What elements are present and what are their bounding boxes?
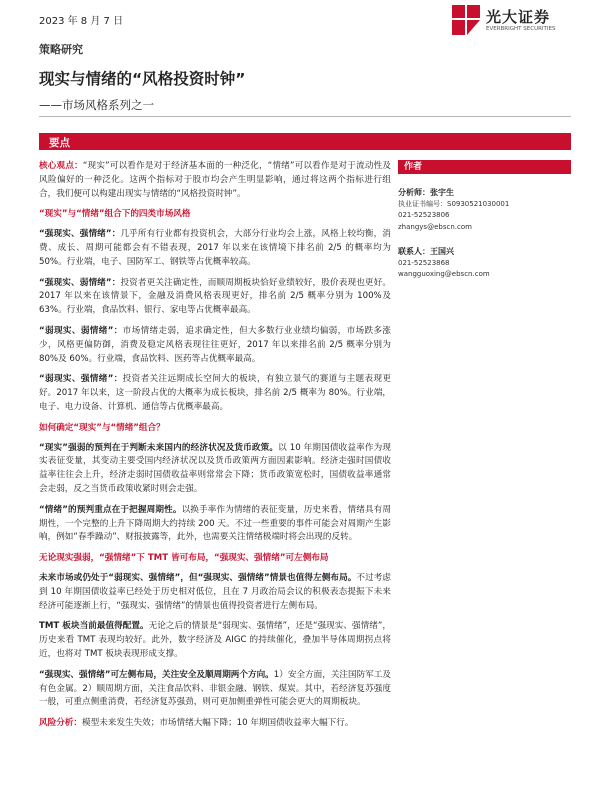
risk-paragraph [39, 717, 391, 731]
contact-name-line [398, 246, 571, 258]
report-subtitle: ——市场风格系列之一 [39, 98, 154, 112]
contact-email[interactable]: wangguoxing@ebscn.com [398, 270, 490, 278]
company-logo [452, 5, 570, 39]
quadrant-label: “强现实、强情绪”： [39, 229, 121, 240]
paragraph-lead: “强现实、强情绪”可左侧布局，关注安全及顺周期两个方向。 [39, 669, 274, 680]
risk-label: 风险分析： [39, 718, 82, 729]
quadrant-paragraph [39, 277, 391, 318]
logo-mark-icon [452, 5, 480, 35]
quadrant-text: 市场情绪走弱，追求确定性，但大多数行业业绩均偏弱，市场跌多涨少，风格更偏防御，消费及稳定风格表现往往更好，2017 年以来排名前 2/5 概率分别为 80%及 60%。行业端，食品饮料、医药等占优概率最高。 [39, 325, 391, 364]
analyst-name: 张宇生 [430, 188, 454, 197]
main-content [39, 160, 391, 738]
body-paragraph [39, 442, 391, 497]
paragraph-lead: “情绪”的预判重点在于把握周期性。 [39, 504, 182, 515]
body-paragraph [39, 572, 391, 613]
paragraph-text: 无论之后的情景是“弱现实、强情绪”，还是“强现实、强情绪”，历史来看 TMT 表现均较好。此外，数字经济及 AIGC 的持续催化，叠加半导体周期拐点将近，也将对 TMT 板块表现形成支撑。 [39, 621, 391, 659]
paragraph-lead: “现实”强弱的预判在于判断未来国内的经济状况及货币政策。 [39, 442, 279, 453]
body-paragraph [39, 620, 391, 661]
analyst-label: 分析师： [398, 188, 430, 197]
quadrant-label: “弱现实、弱情绪”： [39, 325, 123, 336]
paragraph-lead: TMT 板块当前最值得配置。 [39, 621, 149, 632]
analyst-name-line [398, 187, 571, 199]
logo-cn-text: 光大证券 [486, 8, 551, 26]
core-view-text: “现实”可以看作是对于经济基本面的一种泛化，“情绪”可以看作是对于流动性及风险偏好的一种泛化。这两个指标对于股市均会产生明显影响，通过将这两个指标进行组合，我们便可以构建出现实与情绪的“风格投资时钟”。 [39, 161, 391, 199]
core-view-paragraph [39, 160, 391, 201]
contact-phone: 021-52523868 [398, 258, 450, 267]
paragraph-text: 不过考虑到 10 年期国债收益率已经处于历史相对低位，且在 7 月政治局会议的积极表态提振下未来经济可能逐渐上行，“强现实、强情绪”的情景也值得投资者进行左侧布局。 [39, 572, 391, 611]
body-paragraph [39, 669, 391, 710]
quadrant-paragraph [39, 373, 391, 414]
section-heading-styles: “现实”与“情绪”组合下的四类市场风格 [39, 209, 191, 220]
core-view-label: 核心观点： [39, 161, 83, 171]
risk-text: 模型未来发生失效；市场情绪大幅下降；10 年期国债收益率大幅下行。 [81, 718, 354, 729]
analyst-phone: 021-52523806 [398, 211, 450, 219]
section-heading-determine: 如何确定“现实”与“情绪”组合？ [39, 422, 165, 433]
summary-bar-label: 要点 [49, 137, 70, 149]
contact-label: 联系人： [398, 247, 430, 256]
body-paragraph [39, 504, 391, 545]
quadrant-text: 投资者关注远期成长空间大的板块，有独立景气的赛道与主题表现更好。2017 年以来，这一阶段占优的大概率为成长板块，排名前 2/5 概率为 80%。行业端，电子、电力设备、计算机、通信等占优概率最高。 [39, 374, 391, 412]
quadrant-paragraph [39, 325, 391, 366]
paragraph-text: 以换手率作为情绪的表征变量，历史来看，情绪具有周期性，一个完整的上升下降周期大约持续 200 天。不过一些重要的事件可能会对周期产生影响，例如“春季躁动”、财报披露等，此外，也需要关注情绪极端时将会出现的反转。 [39, 504, 391, 543]
section-heading-tmt: 无论现实强弱，“强情绪”下 TMT 皆可布局，“强现实、强情绪”可左侧布局 [39, 553, 329, 564]
analyst-email[interactable]: zhangys@ebscn.com [398, 222, 472, 231]
quadrant-paragraph [39, 228, 391, 269]
author-sidebar [398, 160, 571, 281]
paragraph-lead: 未来市场或仍处于“弱现实、强情绪”，但“强现实、强情绪”情景也值得左侧布局。 [39, 572, 357, 583]
logo-en-text: EVERBRIGHT SECURITIES [486, 26, 556, 32]
analyst-license: 执业证书编号：S0930521030001 [398, 199, 510, 208]
report-category: 策略研究 [39, 43, 83, 56]
summary-bar [39, 133, 571, 150]
quadrant-label: “强现实、弱情绪”： [39, 277, 121, 288]
quadrant-label: “弱现实、强情绪”： [39, 374, 123, 385]
contact-block [398, 246, 571, 281]
quadrant-text: 几乎所有行业都有投资机会，大部分行业均会上涨，风格上较均衡，消费、成长、周期可能都会有不错表现，2017 年以来在该情境下排名前 2/5 的概率均为 50%。行业端，电子、国防军工、钢铁等占优概率较高。 [39, 229, 391, 267]
author-heading: 作者 [398, 160, 571, 174]
report-date: 2023 年 8 月 7 日 [39, 16, 124, 27]
contact-name: 王国兴 [430, 247, 454, 256]
report-title: 现实与情绪的“风格投资时钟” [39, 70, 246, 88]
paragraph-text: 1）安全方面，关注国防军工及有色金属。2）顺周期方面，关注食品饮料、非银金融、钢铁、煤炭。其中，若经济复苏强度一般，可重点侧重消费，若经济复苏强劲，则可更加侧重弹性可能会更大的周期板块。 [39, 669, 391, 708]
title-divider [39, 116, 571, 117]
paragraph-text: 以 10 年期国债收益率作为现实表征变量，其变动主要受国内经济状况以及货币政策两方面因素影响。经济走强时国债收益率往往会上升，经济走弱时国债收益率则常常会下降；货币政策宽松时，国债收益率通常会走弱，反之当货币政策收紧时则会走强。 [39, 442, 391, 494]
quadrant-text: 投资者更关注确定性，而顺周期板块恰好业绩较好，股价表现也更好。2017 年以来在该情景下，金融及消费风格表现更好，排名前 2/5 概率分别为 100%及 63%。行业端，食品饮料、银行、家电等占优概率最高。 [39, 277, 391, 316]
analyst-block [398, 187, 571, 233]
